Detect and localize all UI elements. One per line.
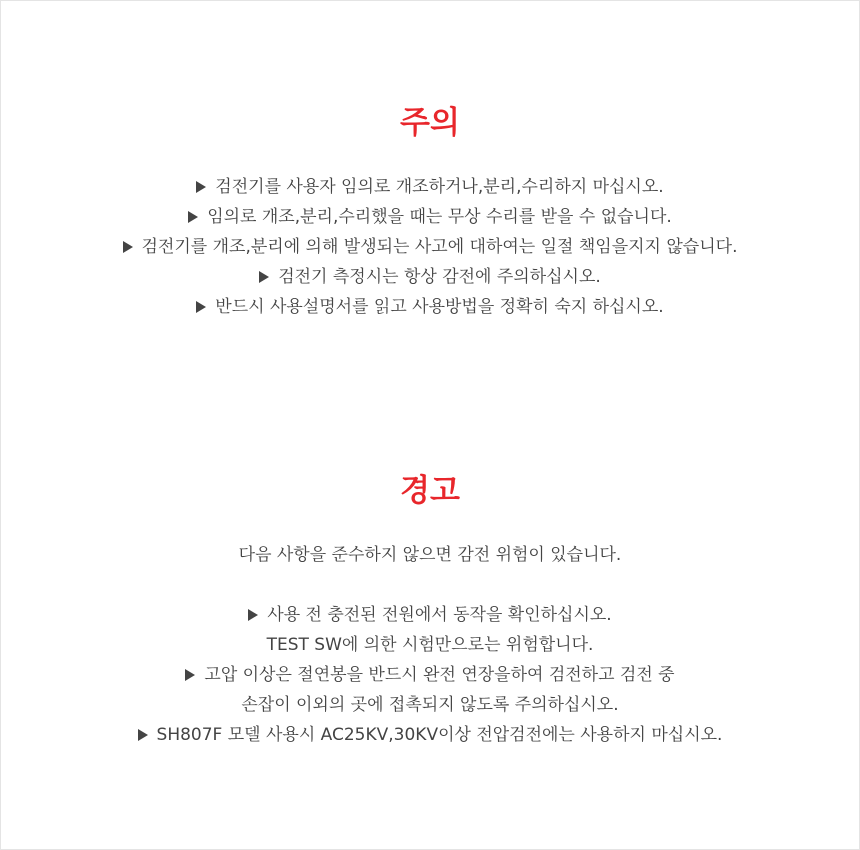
warning-item-continuation: [0, 690, 860, 720]
caution-section: [0, 100, 860, 322]
triangle-bullet-icon: [196, 181, 206, 193]
caution-item-text: 검전기를 사용자 임의로 개조하거나,분리,수리하지 마십시오.: [215, 177, 664, 197]
warning-item-text: 손잡이 이외의 곳에 접촉되지 않도록 주의하십시오.: [241, 695, 619, 715]
warning-section: [0, 468, 860, 750]
caution-item: [0, 262, 860, 292]
warning-list: [0, 600, 860, 750]
caution-title: 주의: [400, 105, 460, 141]
caution-item: [0, 232, 860, 262]
caution-item: [0, 172, 860, 202]
caution-list: [0, 172, 860, 322]
triangle-bullet-icon: [196, 301, 206, 313]
triangle-bullet-icon: [248, 609, 258, 621]
warning-item-text: TEST SW에 의한 시험만으로는 위험합니다.: [266, 635, 594, 655]
caution-item-text: 검전기를 개조,분리에 의해 발생되는 사고에 대하여는 일절 책임을지지 않습니다.: [141, 237, 738, 257]
warning-title: 경고: [400, 473, 460, 509]
warning-item: [0, 720, 860, 750]
caution-item-text: 검전기 측정시는 항상 감전에 주의하십시오.: [278, 267, 601, 287]
warning-intro: 다음 사항을 준수하지 않으면 감전 위험이 있습니다.: [238, 545, 622, 565]
warning-item-text: SH807F 모델 사용시 AC25KV,30KV이상 전압검전에는 사용하지 마십시오.: [156, 725, 723, 745]
warning-item: [0, 600, 860, 630]
triangle-bullet-icon: [138, 729, 148, 741]
caution-item: [0, 292, 860, 322]
warning-item: [0, 660, 860, 690]
triangle-bullet-icon: [188, 211, 198, 223]
warning-item-text: 고압 이상은 절연봉을 반드시 완전 연장을하여 검전하고 검전 중: [204, 665, 675, 685]
caution-item-text: 임의로 개조,분리,수리했을 때는 무상 수리를 받을 수 없습니다.: [207, 207, 672, 227]
warning-item-text: 사용 전 충전된 전원에서 동작을 확인하십시오.: [267, 605, 612, 625]
triangle-bullet-icon: [123, 241, 133, 253]
caution-item: [0, 202, 860, 232]
caution-item-text: 반드시 사용설명서를 읽고 사용방법을 정확히 숙지 하십시오.: [215, 297, 664, 317]
triangle-bullet-icon: [185, 669, 195, 681]
warning-item-continuation: [0, 630, 860, 660]
triangle-bullet-icon: [259, 271, 269, 283]
